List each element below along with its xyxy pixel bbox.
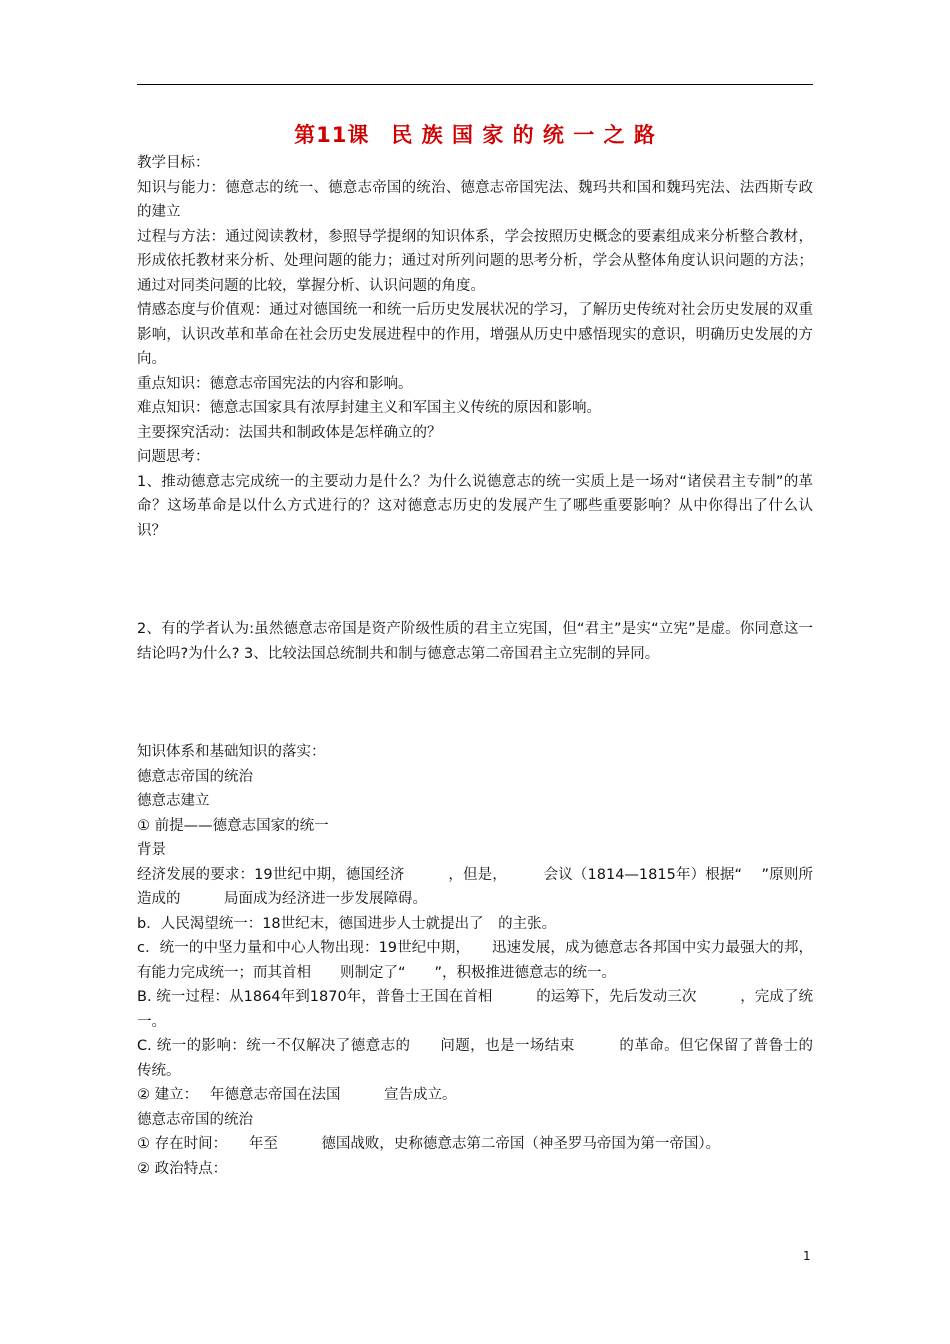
system-heading: 知识体系和基础知识的落实： [137,744,326,760]
subsection-heading: 德意志建立 [137,793,210,809]
answer-space [137,543,813,617]
lesson-title: 第11课 民 族 国 家 的 统 一 之 路 [294,123,656,147]
background-label: 背景 [137,842,166,858]
process-line: B. 统一过程：从1864年到1870年，普鲁士王国在首相 的运筹下，先后发动三次 ，完成了统一。 [137,989,813,1030]
question-1: 1、推动德意志完成统一的主要动力是什么？为什么说德意志的统一实质上是一场对“诸侯君主专制”的革命？这场革命是以什么方式进行的？这对德意志历史的发展产生了哪些重要影响？从中你得出了什么认识？ [137,473,813,539]
economic-line: 经济发展的要求：19世纪中期，德国经济 ，但是， 会议（1814—1815年）根据“ ”原则所造成的 局面成为经济进一步发展障碍。 [137,866,813,907]
main-activity: 主要探究活动：法国共和制政体是怎样确立的？ [137,424,442,441]
established-line: ② 建立： 年德意志帝国在法国 宣告成立。 [137,1087,457,1103]
political-line: ② 政治特点： [137,1160,228,1177]
objective-knowledge: 知识与能力：德意志的统一、德意志帝国的统治、德意志帝国宪法、魏玛共和国和魏玛宪法、法西斯专政的建立 [137,179,813,220]
existence-line: ① 存在时间： 年至 德国战败，史称德意志第二帝国（神圣罗马帝国为第一帝国）。 [137,1136,721,1152]
section-heading: 德意志帝国的统治 [137,768,253,785]
document-body [137,151,857,1181]
objective-process: 过程与方法：通过阅读教材，参照导学提纲的知识体系，学会按照历史概念的要素组成来分析整合教材，形成依托教材来分析、处理问题的能力；通过对所列问题的思考分析，学会从整体角度认识问题的方法；通过对同类问题的比较，掌握分析、认识问题的角度。 [137,228,813,294]
section-heading: 德意志帝国的统治 [137,1111,253,1128]
page-number: 1 [803,1249,811,1263]
core-force-line: c．统一的中坚力量和中心人物出现：19世纪中期， 迅速发展，成为德意志各邦国中实力最强大的邦，有能力完成统一；而其首相 则制定了“ ”，积极推进德意志的统一。 [137,940,813,981]
premise-line: ① 前提——德意志国家的统一 [137,817,329,834]
question-2: 2、有的学者认为:虽然德意志帝国是资产阶级性质的君主立宪国，但“君主”是实“立宪”是虚。你同意这一结论吗?为什么? 3、比较法国总统制共和制与德意志第二帝国君主立宪制的异同。 [137,621,813,662]
people-line: b．人民渴望统一：18世纪末，德国进步人士就提出了 的主张。 [137,915,557,932]
impact-line: C. 统一的影响：统一不仅解决了德意志的 问题，也是一场结束 的革命。但它保留了普鲁士的 传统。 [137,1038,857,1079]
objectives-heading: 教学目标： [137,155,210,171]
objective-emotion: 情感态度与价值观：通过对德国统一和统一后历史发展状况的学习，了解历史传统对社会历史发展的双重影响，认识改革和革命在社会历史发展进程中的作用，增强从历史中感悟现实的意识，明确历史发展的方向。 [137,302,813,367]
difficult-point: 难点知识：德意志国家具有浓厚封建主义和军国主义传统的原因和影响。 [137,400,601,416]
answer-space [137,666,813,740]
questions-heading: 问题思考： [137,449,210,465]
key-point: 重点知识：德意志帝国宪法的内容和影响。 [137,375,413,392]
header-rule [137,84,813,85]
